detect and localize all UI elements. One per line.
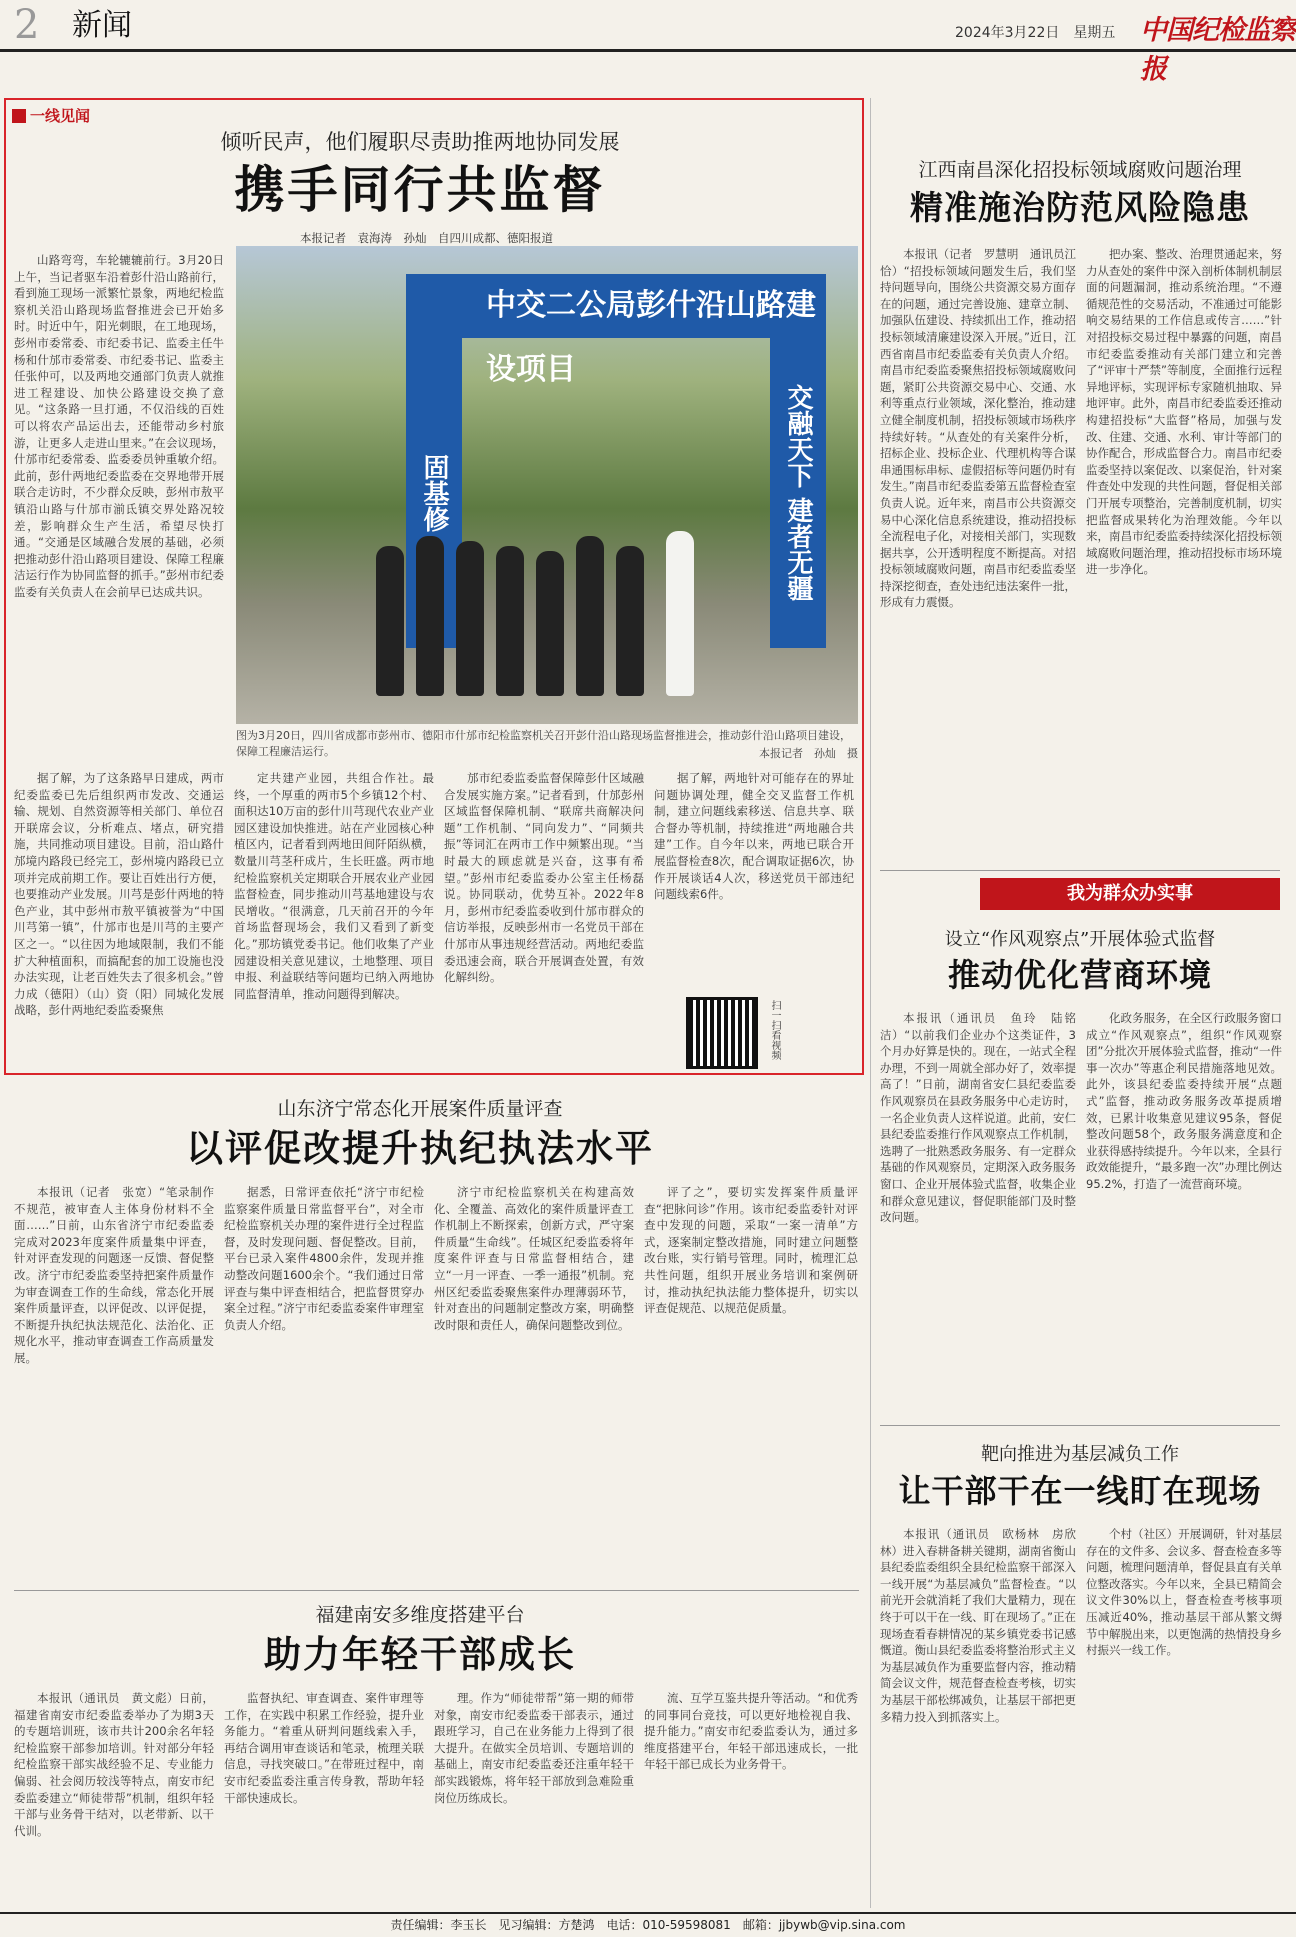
right-bottom-column-1: 本报讯（通讯员 欧杨林 房欣林）进入春耕备耕关键期，湖南省衡山县纪委监委组织全县纪检监察干部深入一线开展“为基层减负”监督检查。“以前光开会就消耗了我们大量精力，现在终于可以干在一线、盯在现场了。”正在现场查看春耕情况的某乡镇党委书记感慨道。衡山县纪委监委将整治形式主义为基层减负作为重要监督内容，推动精简会议文件，规范督查检查考核，切实为基层干部松绑减负，让基层干部把更多精力投入到抓落实上。 [880,1527,1076,1724]
right-mid-headline: 推动优化营商环境 [947,956,1212,994]
mid-left-column-3: 济宁市纪检监察机关在构建高效化、全覆盖、高效化的案件质量评查工作机制上不断探索，创新方式，严守案件质量“生命线”。任城区纪委监委将年度案件评查与日常监督相结合，建立“一月一评查、一季一通报”机制。兖州区纪委监委聚焦案件办理薄弱环节，针对查出的问题制定整改方案，明确整改时限和责任人，确保问题整改到位。 [434,1185,634,1332]
right-bottom-kicker: 靶向推进为基层减负工作 [981,1444,1179,1465]
right-top-headline: 精准施治防范风险隐患 [910,188,1250,227]
feature-kicker: 倾听民声，他们履职尽责助推两地协同发展 [220,130,620,154]
qr-caption: 扫一扫看视频 [769,1000,780,1060]
column-tag: 一线见闻 [12,105,90,126]
photo-credit: 本报记者 孙灿 摄 [759,747,858,760]
tag-marker-icon [12,109,26,123]
feature-column-1: 山路弯弯，车轮辘辘前行。3月20日上午，当记者驱车沿着彭什沿山路前行，看到施工现场一派繁忙景象，两地纪检监察机关沿山路现场监督推进会已开始多时。时近中午，阳光刺眼，在工地现场，彭州市委常委、市纪委书记、监委主任牛杨和什邡市委常委、市纪委书记、监委主任张仲可，以及两地交通部门负责人就推进工程建设、加快公路建设交换了意见。“这条路一旦打通，不仅沿线的百姓可以将农产品运出去，还能带动乡村旅游，让更多人走进山里来。”在会议现场，什邡市纪委常委、监委委员钟重敏介绍。此前，彭什两地纪委监委在交界地带开展联合走访时，不少群众反映，彭州市敖平镇沿山路与什邡市湔氐镇交界处路况较差，影响群众生产生活，希望尽快打通。“交通是区域融合发展的基础，必须把推动彭什沿山路项目建设、保障工程廉洁运行作为协同监督的抓手。”彭州市纪委监委有关负责人在会前早已达成共识。 [14,253,224,599]
feature-column-5: 据了解，两地针对可能存在的界址问题协调处理，健全交叉监督工作机制，建立问题线索移送、信息共享、联合督办等机制，持续推进“两地融合共建”工作。自今年以来，两地已联合开展监督检查8次，配合调取证据6次，协作开展谈话4人次，移送党员干部违纪问题线索6件。 [654,771,854,902]
bottom-left-kicker: 福建南安多维度搭建平台 [315,1604,525,1626]
divider [880,1425,1280,1426]
sign-pillar-left: 固基修 [406,338,462,648]
mid-left-kicker: 山东济宁常态化开展案件质量评查 [277,1098,563,1120]
right-top-kicker: 江西南昌深化招投标领域腐败问题治理 [918,159,1242,181]
mid-left-column-1: 本报讯（记者 张宽）“笔录制作不规范，被审查人主体身份材料不全面……”日前，山东省济宁市纪委监委完成对2023年度案件质量集中评查，针对评查发现的问题逐一反馈、督促整改。济宁市纪委监委坚持把案件质量作为审查调查工作的生命线，常态化开展案件质量评查，以评促改、以评促提，不断提升执纪执法规范化、法治化、正规化水平，推动审查调查工作高质量发展。 [14,1185,214,1365]
bottom-left-column-1: 本报讯（通讯员 黄文彪）日前，福建省南安市纪委监委举办了为期3天的专题培训班，该市共计200余名年轻纪检监察干部参加培训。针对部分年轻纪检监察干部实战经验不足、专业能力偏弱、社会阅历较浅等特点，南安市纪委监委建立“师徒带帮”机制，组织年轻干部与业务骨干结对，以老带新、以干代训。 [14,1691,214,1838]
feature-column-3: 定共建产业园，共组合作社。最终，一个厚重的两市5个乡镇12个村、面积达10万亩的彭什川芎现代农业产业园区建设加快推进。站在产业园核心种植区内，记者看到两地田间阡陌纵横，数量川芎茎秆成片，生长旺盛。两市地纪检监察机关定期联合开展农业产业园监督检查，同步推动川芎基地建设与农民增收。“很满意，几天前召开的今年首场监督现场会，我们又看到了新变化。”那坊镇党委书记。他们收集了产业园建设相关意见建议，土地整理、项目申报、利益联结等问题均已纳入两地协同监督清单，推动问题得到解决。 [234,771,434,1001]
people-group [376,496,736,696]
sign-pillar-right: 交融天下 建者无疆 [770,338,826,648]
project-sign: 中交二公局彭什沿山路建设项目 [406,274,826,338]
mid-left-column-2: 据悉，日常评查依托“济宁市纪检监察案件质量日常监督平台”，对全市纪检监察机关办理的案件进行全过程监督，及时发现问题、督促整改。目前，平台已录入案件4800余件，发现并推动整改问题1600余个。“我们通过日常评查与集中评查相结合，把监督贯穿办案全过程。”济宁市纪委监委案件审理室负责人介绍。 [224,1185,424,1332]
right-mid-column-1: 本报讯（通讯员 鱼玲 陆铭洁）“以前我们企业办个这类证件，3个月办好算是快的。现在，一站式全程办理，不到一周就全部办好了，效率提高了！”日前，湖南省安仁县纪委监委作风观察员在县政务服务中心走访时，一名企业负责人这样说道。此前，安仁县纪委监委推行作风观察点工作机制，选聘了一批熟悉政务服务、有一定群众基础的作风观察员，定期深入政务服务窗口、企业开展体验式监督，收集企业和群众意见建议，督促职能部门及时整改问题。 [880,1011,1076,1225]
bottom-left-column-3: 理。作为“师徒带帮”第一期的师带对象，南安市纪委监委干部表示，通过跟班学习，自己在业务能力上得到了很大提升。在做实全员培训、专题培训的基础上，南安市纪委监委还注重年轻干部实践锻炼，将年轻干部放到急难险重岗位历练成长。 [434,1691,634,1805]
service-banner: 我为群众办实事 [980,878,1280,910]
qr-code-icon[interactable] [686,997,758,1069]
newspaper-logo: 中国纪检监察报 [1140,15,1296,85]
bottom-left-column-4: 流、互学互鉴共提升等活动。“和优秀的同事同台竞技，可以更好地检视自我、提升能力。”南安市纪委监委认为，通过多维度搭建平台，年轻干部迅速成长，一批年轻干部已成长为业务骨干。 [644,1691,858,1772]
right-top-column-2: 把办案、整改、治理贯通起来，努力从查处的案件中深入剖析体制机制层面的问题漏洞，推动系统治理。“不遵循规范性的交易活动，不准通过可能影响交易结果的工作信息或传言……”针对招投标交易过程中暴露的问题，南昌市纪委监委推动有关部门建立和完善了“评审十严禁”等制度，全面推行远程异地评标，实现评标专家随机抽取、异地评审。此外，南昌市纪委监委还推动构建招投标“大监督”格局，加强与发改、住建、交通、水利、审计等部门的协作配合，形成监督合力。南昌市纪委监委坚持以案促改、以案促治，针对案件查处中发现的共性问题，督促相关部门开展专项整治，完善制度机制，切实把监督成果转化为治理效能。今年以来，南昌市纪委监委持续深化招投标领域腐败问题治理，推动招投标市场环境进一步净化。 [1086,247,1282,577]
mid-left-column-4: 评了之”，要切实发挥案件质量评查“把脉问诊”作用。该市纪委监委针对评查中发现的问题，采取“一案一清单”方式，逐案制定整改措施，同时建立问题整改台账，实行销号管理。同时，梳理汇总共性问题，组织开展业务培训和案例研讨，推动执纪执法能力整体提升，切实以评查促规范、以规范促质量。 [644,1185,858,1316]
divider [880,870,1280,871]
feature-photo [236,246,858,724]
bottom-left-column-2: 监督执纪、审查调查、案件审理等工作，在实践中积累工作经验，提升业务能力。“着重从研判问题线索入手，再结合调用审查谈话和笔录，梳理关联信息，寻找突破口。”在带班过程中，南安市纪委监委注重言传身教，帮助年轻干部快速成长。 [224,1691,424,1805]
photo-caption: 图为3月20日，四川省成都市彭州市、德阳市什邡市纪检监察机关召开彭什沿山路现场监督推进会，推动彭什沿山路项目建设，保障工程廉洁运行。 [236,729,851,758]
mid-left-headline: 以评促改提升执纪执法水平 [186,1126,654,1170]
page-footer: 责任编辑：李玉长 见习编辑：方楚鸿 电话：010-59598081 邮箱：jjbywb@vip.sina.com [0,1912,1296,1936]
page-number: 2 [14,2,40,48]
right-top-column-1: 本报讯（记者 罗慧明 通讯员江恰）“招投标领域问题发生后，我们坚持问题导向，围绕公共资源交易方面存在的问题，通过完善设施、建章立制、加强队伍建设、持续抓出工作，推动招投标领域清廉建设深入开展。”近日，江西省南昌市纪委监委有关负责人介绍。南昌市纪委监委聚焦招投标领域腐败问题，紧盯公共资源交易中心、交通、水利等重点行业领域，深化整治，推动建立健全制度机制，招投标领域市场秩序持续好转。“从查处的有关案件分析，招标企业、投标企业、代理机构等合谋串通围标串标、虚假招标等问题仍时有发生。”南昌市纪委监委第五监督检查室负责人说。近年来，南昌市公共资源交易中心深化信息系统建设，推动招投标全流程电子化，对接相关部门，实现数据共享，公开透明程度不断提高。对招投标领域腐败问题，南昌市纪委监委坚持深挖彻查，查处违纪违法案件一批，形成有力震慑。 [880,247,1076,610]
right-bottom-headline: 让干部干在一线盯在现场 [898,1472,1262,1510]
feature-column-4: 邡市纪委监委监督保障彭什区域融合发展实施方案。”记者看到，什邡彭州区域监督保障机制、“联席共商解决问题”工作机制、“同向发力”、“同频共振”等词汇在两市工作中频繁出现。“当时最大的顾虑就是兴奋，这事有希望。”彭州市纪委监委办公室主任杨磊说。协同联动，优势互补。2022年8月，彭州市纪委监委收到什邡市群众的信访举报，反映彭州市一名党员干部在什邡市从事违规经营活动。两地纪委监委迅速会商，联合开展调查处置，有效化解纠纷。 [444,771,644,985]
feature-column-2: 据了解，为了这条路早日建成，两市纪委监委已先后组织两市发改、交通运输、规划、自然资源等相关部门、单位召开联席会议，分析难点、堵点，研究措施，共同推动项目建设。目前，沿山路什邡境内路段已经完工，彭州境内路段已立项并完成前期工作。要让百姓出行方便，也要推动产业发展。川芎是彭什两地的特色产业，其中彭州市敖平镇被誉为“中国川芎第一镇”，什邡市也是川芎的主要产区之一。“以往因为地域限制，我们不能扩大种植面积，而搞配套的加工设施也没办法实现，让老百姓失去了很多机会。”曾力成（德阳）（山）资（阳）同城化发展战略，彭什两地纪委监委聚焦 [14,771,224,1018]
bottom-left-headline: 助力年轻干部成长 [264,1632,576,1676]
section-title: 新闻 [72,8,132,43]
feature-headline: 携手同行共监督 [234,160,606,219]
right-mid-kicker: 设立“作风观察点”开展体验式监督 [944,929,1216,950]
column-divider [870,98,871,1908]
right-mid-column-2: 化政务服务，在全区行政服务窗口成立“作风观察点”，组织“作风观察团”分批次开展体验式监督，推动“一件事一次办”等惠企利民措施落地见效。此外，该县纪委监委持续开展“点题式”监督，推动政务服务改革提质增效，已累计收集意见建议95条，督促整改问题58个，政务服务满意度和企业获得感持续提升。今年以来，全县行政效能提升，“最多跑一次”办理比例达95.2%，打造了一流营商环境。 [1086,1011,1282,1191]
right-bottom-column-2: 个村（社区）开展调研，针对基层存在的文件多、会议多、督查检查多等问题，梳理问题清单，督促县直有关单位整改落实。今年以来，全县已精简会议文件30%以上，督查检查考核事项压减近40%，推动基层干部从繁文缛节中解脱出来，以更饱满的热情投身乡村振兴一线工作。 [1086,1527,1282,1658]
divider [14,1590,859,1591]
issue-date: 2024年3月22日 星期五 [955,25,1116,41]
feature-byline: 本报记者 袁海涛 孙灿 自四川成都、德阳报道 [300,231,553,245]
